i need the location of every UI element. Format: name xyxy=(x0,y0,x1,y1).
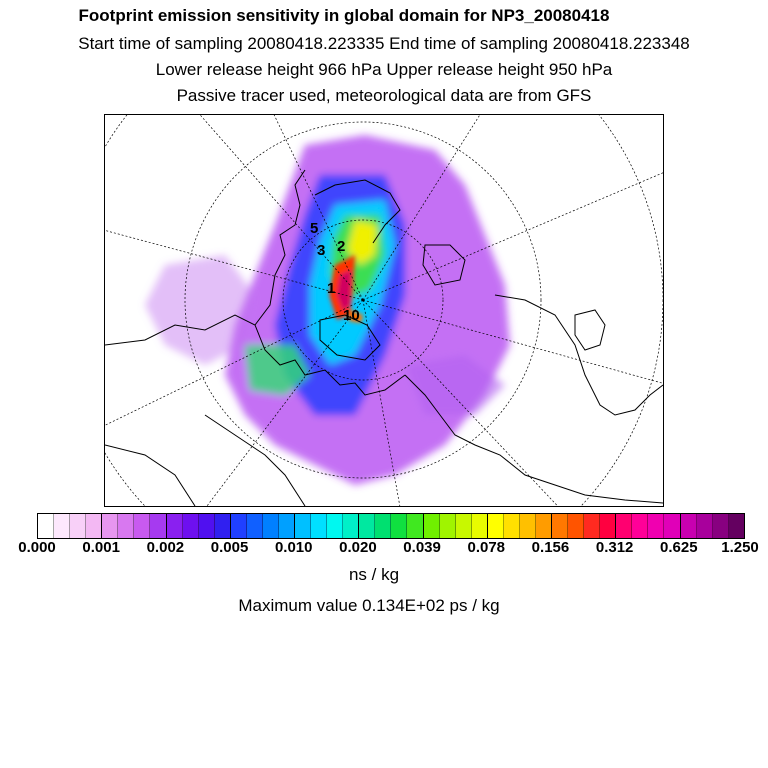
colorbar-swatch xyxy=(664,514,680,538)
colorbar-tick-label: 0.002 xyxy=(146,539,185,556)
day-label: 5 xyxy=(310,220,319,237)
colorbar-tick-label: 0.001 xyxy=(82,539,120,556)
colorbar-swatch xyxy=(681,514,697,538)
colorbar-swatch xyxy=(616,514,632,538)
colorbar-swatch xyxy=(70,514,86,538)
colorbar-swatch xyxy=(359,514,375,538)
colorbar-swatch xyxy=(38,514,54,538)
colorbar-swatch xyxy=(488,514,504,538)
colorbar-swatch xyxy=(456,514,472,538)
sampling-time: Start time of sampling 20080418.223335 End time of sampling 20080418.223348 xyxy=(78,34,690,53)
colorbar-swatch xyxy=(375,514,391,538)
colorbar-swatch xyxy=(134,514,150,538)
colorbar-swatch xyxy=(343,514,359,538)
colorbar-swatch xyxy=(311,514,327,538)
colorbar-swatch xyxy=(295,514,311,538)
day-label: 2 xyxy=(337,238,346,255)
colorbar-swatch xyxy=(440,514,456,538)
colorbar-tick-label: 0.625 xyxy=(660,539,698,556)
colorbar-tick-label: 0.005 xyxy=(210,539,249,556)
colorbar-swatch xyxy=(54,514,70,538)
colorbar-swatch xyxy=(600,514,616,538)
colorbar-swatch xyxy=(102,514,118,538)
tracer-info: Passive tracer used, meteorological data are from GFS xyxy=(176,86,592,105)
colorbar-swatch xyxy=(536,514,552,538)
colorbar-swatch xyxy=(327,514,343,538)
colorbar-units: ns / kg xyxy=(348,565,400,584)
day-label: 10 xyxy=(343,307,360,324)
colorbar-tick-label: 0.078 xyxy=(467,539,506,556)
colorbar-swatch xyxy=(247,514,263,538)
colorbar-tick-label: 0.020 xyxy=(339,539,377,556)
maximum-value: Maximum value 0.134E+02 ps / kg xyxy=(238,596,500,615)
colorbar-swatch xyxy=(86,514,102,538)
plot-title: Footprint emission sensitivity in global domain for NP3_20080418 xyxy=(78,6,610,25)
colorbar-swatch xyxy=(263,514,279,538)
colorbar-tick-label: 0.156 xyxy=(531,539,570,556)
colorbar-tick-label: 1.250 xyxy=(721,539,759,556)
colorbar-tick-label: 0.039 xyxy=(403,539,441,556)
colorbar-swatch xyxy=(520,514,536,538)
colorbar-tick-label: 0.312 xyxy=(595,539,634,556)
colorbar xyxy=(37,513,745,539)
colorbar-swatch xyxy=(231,514,247,538)
colorbar-swatch xyxy=(632,514,648,538)
release-height: Lower release height 966 hPa Upper release height 950 hPa xyxy=(155,60,613,79)
colorbar-swatch xyxy=(118,514,134,538)
colorbar-tick-label: 0.000 xyxy=(18,539,56,556)
colorbar-swatch xyxy=(279,514,295,538)
sensitivity-field xyxy=(145,135,510,485)
colorbar-swatch xyxy=(697,514,713,538)
colorbar-swatch xyxy=(648,514,664,538)
colorbar-swatch xyxy=(552,514,568,538)
day-label: 1 xyxy=(327,280,336,297)
colorbar-tick-label: 0.010 xyxy=(274,539,313,556)
colorbar-swatch xyxy=(167,514,183,538)
colorbar-swatch xyxy=(729,514,744,538)
colorbar-swatch xyxy=(183,514,199,538)
colorbar-swatch xyxy=(215,514,231,538)
colorbar-swatch xyxy=(407,514,423,538)
footprint-map xyxy=(104,114,664,507)
colorbar-swatch xyxy=(472,514,488,538)
colorbar-swatch xyxy=(584,514,600,538)
day-label: 3 xyxy=(317,242,326,259)
colorbar-swatch xyxy=(199,514,215,538)
colorbar-swatch xyxy=(391,514,407,538)
colorbar-swatch xyxy=(150,514,166,538)
colorbar-swatch xyxy=(713,514,729,538)
colorbar-swatch xyxy=(568,514,584,538)
colorbar-swatch xyxy=(424,514,440,538)
colorbar-swatch xyxy=(504,514,520,538)
